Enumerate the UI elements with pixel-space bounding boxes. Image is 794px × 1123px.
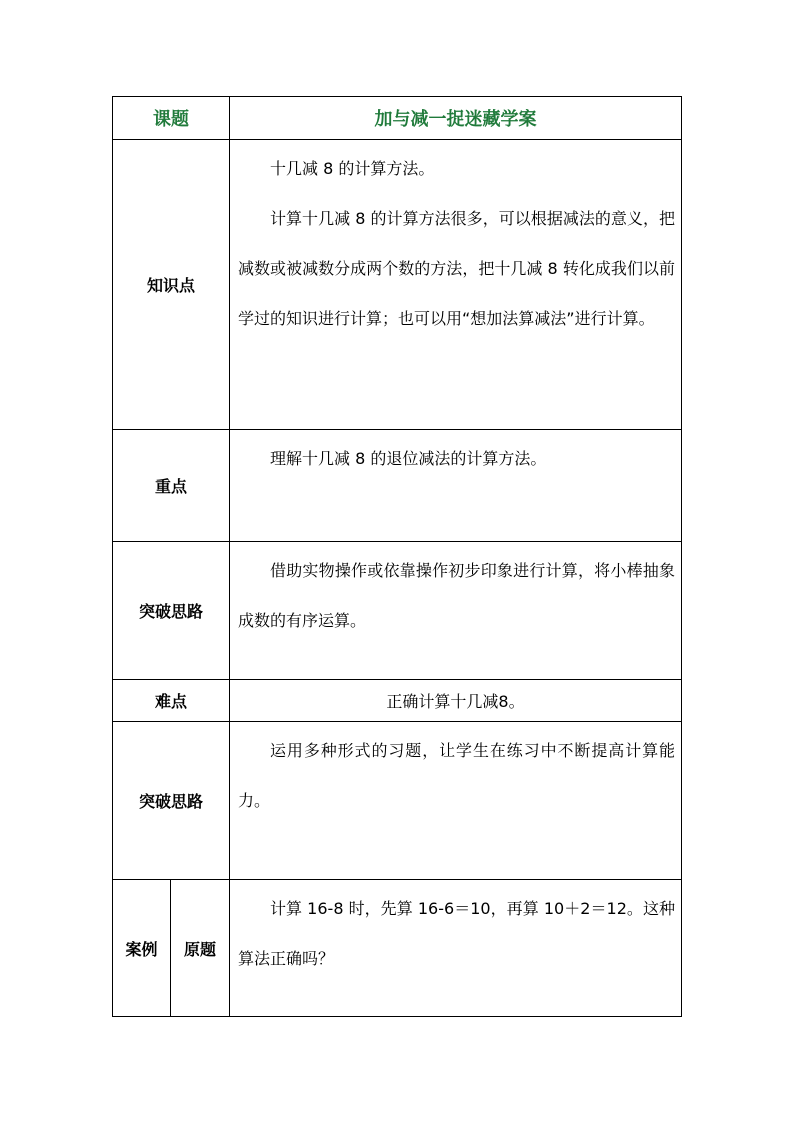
key-point-label: 重点 <box>113 430 230 542</box>
key-point-content <box>230 430 682 542</box>
key-point-row <box>113 430 682 542</box>
lesson-plan-table <box>112 96 682 1017</box>
knowledge-content <box>230 140 682 430</box>
case-label: 案例 <box>113 880 171 1017</box>
knowledge-label: 知识点 <box>113 140 230 430</box>
topic-title: 加与减一捉迷藏学案 <box>230 97 682 140</box>
breakthrough-row-2 <box>113 722 682 880</box>
difficulty-text: 正确计算十几减8。 <box>230 680 682 722</box>
breakthrough-text-1: 借助实物操作或依靠操作初步印象进行计算，将小棒抽象成数的有序运算。 <box>238 561 675 630</box>
case-row <box>113 880 682 1017</box>
case-sub-label: 原题 <box>171 880 230 1017</box>
breakthrough-content-2 <box>230 722 682 880</box>
knowledge-paragraph-2: 计算十几减 8 的计算方法很多，可以根据减法的意义，把减数或被减数分成两个数的方法，把十几减 8 转化成我们以前学过的知识进行计算；也可以用“想加法算减法”进行计算。 <box>238 209 675 328</box>
breakthrough-label-1: 突破思路 <box>113 542 230 680</box>
case-content <box>230 880 682 1017</box>
breakthrough-label-2: 突破思路 <box>113 722 230 880</box>
knowledge-row <box>113 140 682 430</box>
difficulty-label: 难点 <box>113 680 230 722</box>
knowledge-paragraph-1: 十几减 8 的计算方法。 <box>270 159 435 178</box>
breakthrough-content-1 <box>230 542 682 680</box>
breakthrough-row-1 <box>113 542 682 680</box>
breakthrough-text-2: 运用多种形式的习题，让学生在练习中不断提高计算能力。 <box>238 741 675 810</box>
key-point-text: 理解十几减 8 的退位减法的计算方法。 <box>270 449 547 468</box>
case-text: 计算 16-8 时，先算 16-6＝10，再算 10＋2＝12。这种算法正确吗？ <box>238 899 675 968</box>
difficulty-row <box>113 680 682 722</box>
header-row <box>113 97 682 140</box>
topic-label: 课题 <box>113 97 230 140</box>
